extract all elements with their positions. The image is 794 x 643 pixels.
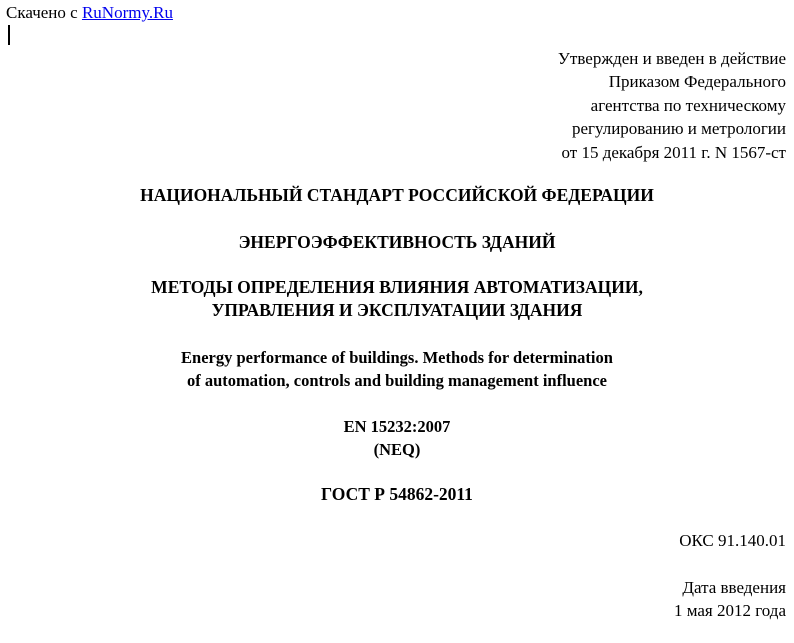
approval-line: от 15 декабря 2011 г. N 1567-ст: [561, 142, 786, 162]
english-title: [0, 346, 794, 392]
approval-line: Приказом Федерального: [608, 72, 786, 92]
approval-line: агентства по техническому: [590, 95, 786, 115]
introduction-date: 1 мая 2012 года: [673, 600, 786, 620]
gost-number: ГОСТ Р 54862-2011: [321, 484, 473, 504]
methods-title-line: УПРАВЛЕНИЯ И ЭКСПЛУАТАЦИИ ЗДАНИЯ: [211, 300, 583, 320]
methods-title-line: МЕТОДЫ ОПРЕДЕЛЕНИЯ ВЛИЯНИЯ АВТОМАТИЗАЦИИ,: [151, 277, 643, 297]
runormy-link[interactable]: RuNormy.Ru: [81, 3, 173, 22]
en-standard-number: EN 15232:2007: [343, 417, 451, 436]
approval-line: регулированию и метрологии: [571, 119, 786, 139]
approval-line: Утвержден и введен в действие: [557, 49, 786, 68]
en-standard-reference: [0, 415, 794, 461]
introduction-label: Дата введения: [682, 578, 786, 597]
equivalence-degree: (NEQ): [373, 440, 421, 459]
oks-code: ОКС 91.140.01: [679, 531, 786, 550]
national-standard-title: НАЦИОНАЛЬНЫЙ СТАНДАРТ РОССИЙСКОЙ ФЕДЕРАЦИИ: [140, 185, 654, 205]
english-title-line: of automation, controls and building management influence: [186, 371, 608, 390]
source-line: [6, 3, 173, 23]
source-prefix: Скачено с: [6, 3, 82, 22]
approval-block: [558, 47, 786, 164]
energy-efficiency-title: ЭНЕРГОЭФФЕКТИВНОСТЬ ЗДАНИЙ: [238, 232, 556, 252]
methods-title: [0, 276, 794, 322]
introduction-date-block: [674, 577, 786, 622]
english-title-line: Energy performance of buildings. Methods for determination: [181, 348, 613, 367]
text-cursor: [8, 25, 10, 45]
